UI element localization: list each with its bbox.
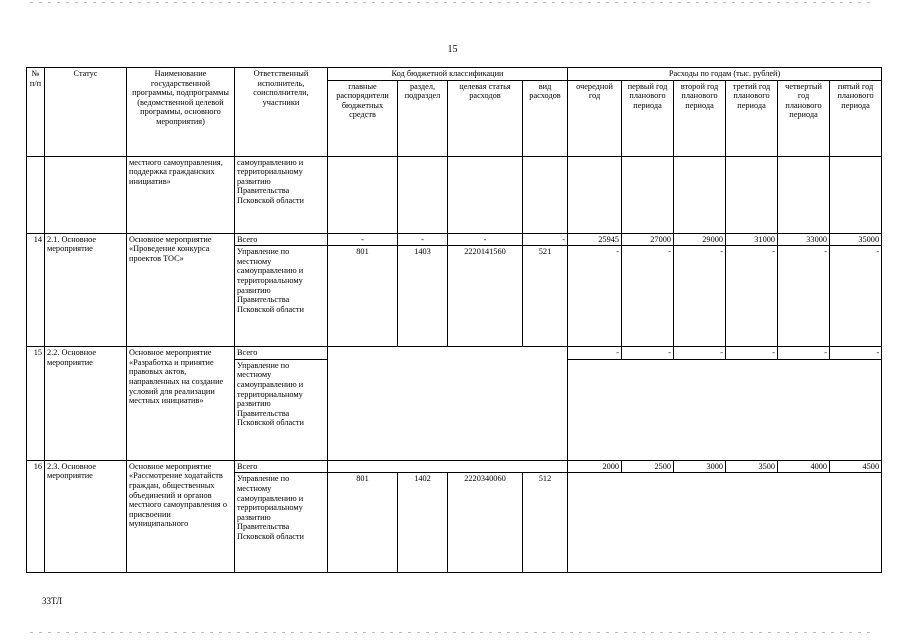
scan-artifact-bottom	[30, 632, 875, 633]
row-total-year-4: 33000	[778, 233, 830, 246]
row-total-label: Всего	[235, 347, 328, 360]
year-header-4: четвертый год планового периода	[778, 80, 830, 156]
row-total-kbk-2: -	[448, 233, 523, 246]
row-total-year-5: -	[830, 347, 882, 360]
row-kbk-0: 801	[328, 246, 398, 347]
cont-responsible: самоуправлению и территориальному развитию Правительства Псковской области	[235, 156, 328, 233]
kbk-group-header: Код бюджетной классификации	[328, 68, 568, 81]
row-total-year-2: -	[674, 347, 726, 360]
header-row-1	[27, 68, 882, 81]
row-year-2: -	[674, 246, 726, 347]
row-total-year-1: 27000	[622, 233, 674, 246]
row-total-year-1: -	[622, 347, 674, 360]
row-kbk-2: 2220340060	[448, 473, 523, 573]
footer-code: 33ТЛ	[42, 596, 63, 606]
row-total-label: Всего	[235, 460, 328, 473]
row-kbk-3: 521	[523, 246, 568, 347]
row-total-year-0: 2000	[568, 460, 622, 473]
table-row	[27, 233, 882, 246]
row-kbk-empty	[328, 347, 568, 461]
budget-table	[26, 67, 882, 573]
table-row	[27, 347, 882, 360]
row-total-kbk-3: -	[523, 233, 568, 246]
row-name: Основное мероприятие «Рассмотрение ходатайств граждан, общественных объединений и органов местного самоуправления о присвоении муниципального	[127, 460, 235, 573]
row-year-3: -	[726, 246, 778, 347]
kbk-header-type: вид расходов	[523, 80, 568, 156]
row-responsible: Управление по местному самоуправлению и территориальному развитию Правительства Псковской области	[235, 246, 328, 347]
cont-name: местного самоуправления, поддержка гражданских инициатив»	[127, 156, 235, 233]
year-header-3: третий год планового периода	[726, 80, 778, 156]
row-status: 2.3. Основное мероприятие	[45, 460, 127, 573]
row-total-year-5: 4500	[830, 460, 882, 473]
year-header-2: второй год планового периода	[674, 80, 726, 156]
row-total-year-2: 3000	[674, 460, 726, 473]
row-num: 15	[27, 347, 45, 461]
col-name-header: Наименование государственной программы, подпрограммы (ведомственной целевой программы, основного мероприятия)	[127, 68, 235, 157]
col-status-header: Статус	[45, 68, 127, 157]
row-total-year-4: 4000	[778, 460, 830, 473]
row-years-empty	[568, 359, 882, 460]
year-header-0: очередной год	[568, 80, 622, 156]
row-total-year-4: -	[778, 347, 830, 360]
row-total-year-3: 3500	[726, 460, 778, 473]
row-kbk-1: 1402	[398, 473, 448, 573]
row-total-kbk-1: -	[398, 233, 448, 246]
kbk-header-grbs: главные распорядители бюджетных средств	[328, 80, 398, 156]
kbk-header-target: целевая статья расходов	[448, 80, 523, 156]
row-num: 16	[27, 460, 45, 573]
row-total-year-3: 31000	[726, 233, 778, 246]
table-row	[27, 460, 882, 473]
page-number: 15	[447, 44, 458, 55]
years-group-header: Расходы по годам (тыс. рублей)	[568, 68, 882, 81]
continuation-row	[27, 156, 882, 233]
kbk-header-section: раздел, подраздел	[398, 80, 448, 156]
row-total-year-5: 35000	[830, 233, 882, 246]
row-kbk-0: 801	[328, 473, 398, 573]
row-responsible: Управление по местному самоуправлению и территориальному развитию Правительства Псковской области	[235, 473, 328, 573]
row-name: Основное мероприятие «Проведение конкурса проектов ТОС»	[127, 233, 235, 347]
col-num-header: № п/п	[27, 68, 45, 157]
year-header-1: первый год планового периода	[622, 80, 674, 156]
row-year-0: -	[568, 246, 622, 347]
row-total-year-1: 2500	[622, 460, 674, 473]
row-total-kbk-empty	[328, 460, 568, 473]
scan-artifact-top	[30, 2, 875, 3]
row-years-empty	[568, 473, 882, 573]
row-status: 2.1. Основное мероприятие	[45, 233, 127, 347]
row-kbk-3: 512	[523, 473, 568, 573]
col-responsible-header: Ответственный исполнитель, соисполнители, участники	[235, 68, 328, 157]
row-total-year-3: -	[726, 347, 778, 360]
row-total-kbk-0: -	[328, 233, 398, 246]
row-total-year-0: -	[568, 347, 622, 360]
row-kbk-1: 1403	[398, 246, 448, 347]
row-total-label: Всего	[235, 233, 328, 246]
row-kbk-2: 2220141560	[448, 246, 523, 347]
row-num: 14	[27, 233, 45, 347]
row-status: 2.2. Основное мероприятие	[45, 347, 127, 461]
row-name: Основное мероприятие «Разработка и принятие правовых актов, направленных на создание условий для реализации местных инициатив»	[127, 347, 235, 461]
row-year-1: -	[622, 246, 674, 347]
row-year-5: -	[830, 246, 882, 347]
row-total-year-0: 25945	[568, 233, 622, 246]
row-year-4: -	[778, 246, 830, 347]
row-responsible: Управление по местному самоуправлению и территориальному развитию Правительства Псковской области	[235, 359, 328, 460]
year-header-5: пятый год планового периода	[830, 80, 882, 156]
row-total-year-2: 29000	[674, 233, 726, 246]
